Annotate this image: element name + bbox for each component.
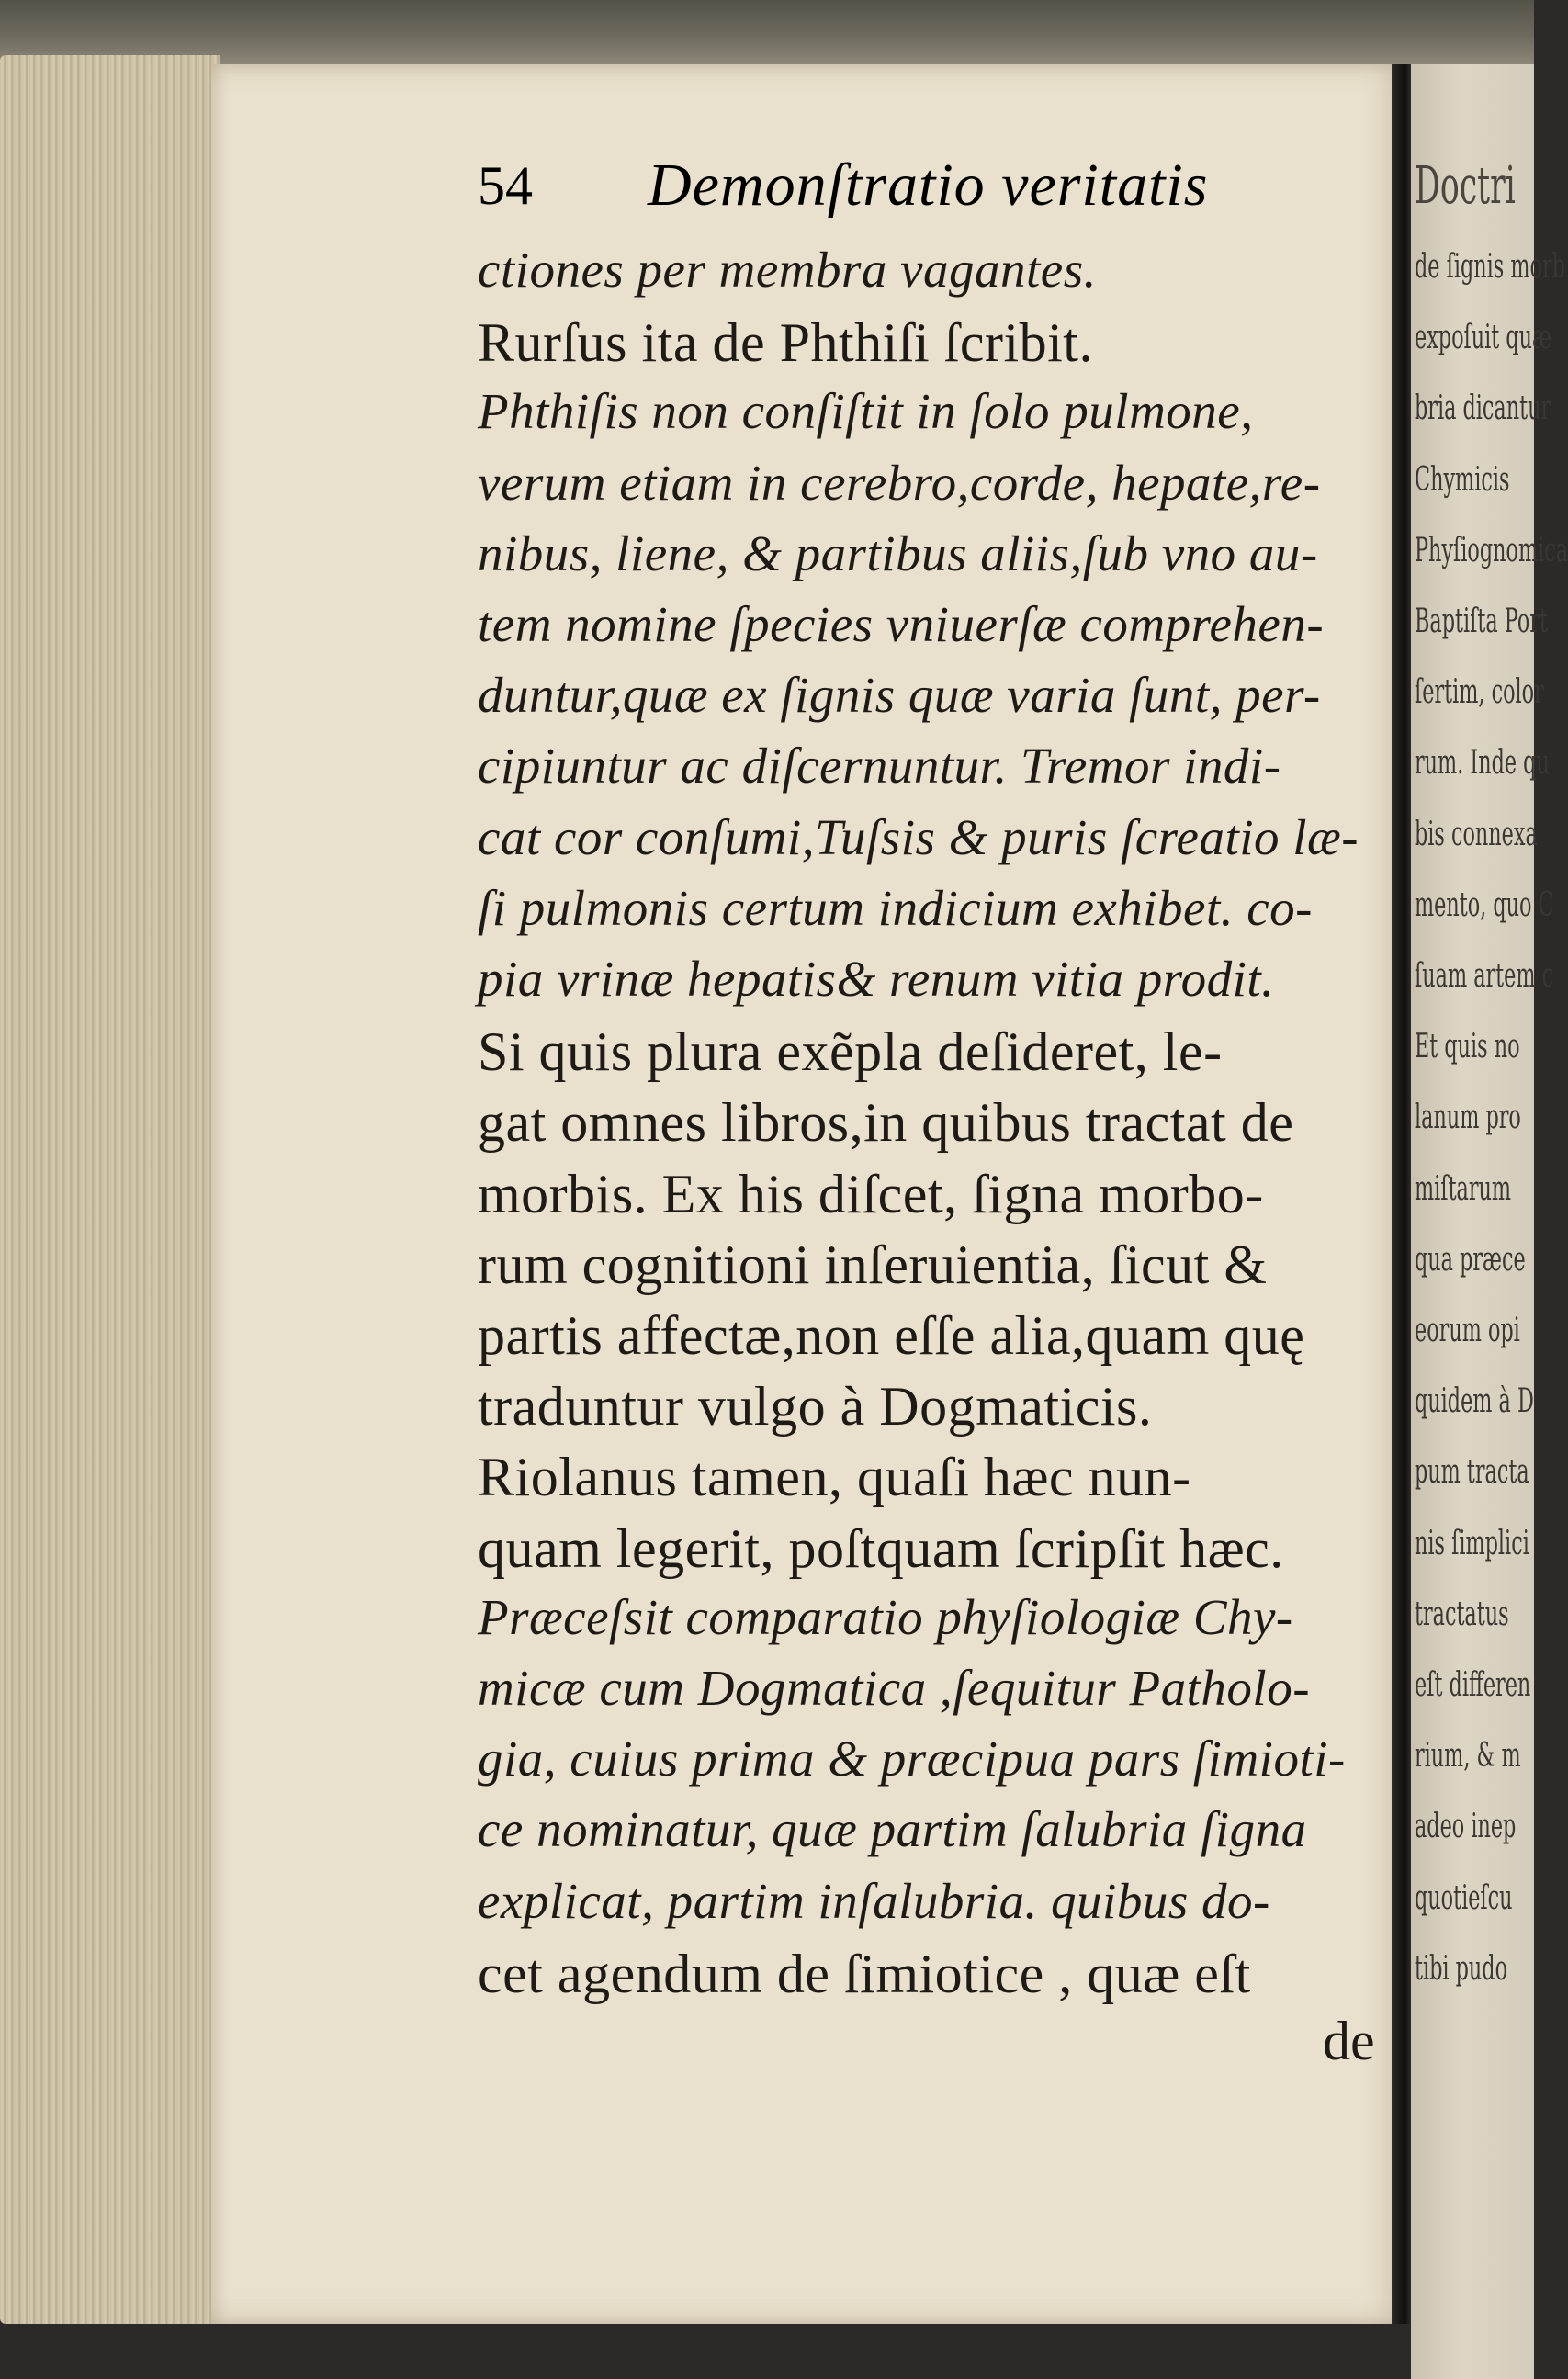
text-line: Rurſus ita de Phthiſi ſcribit.	[478, 312, 1093, 374]
text-line: tem nomine ſpecies vniuerſæ comprehen-	[478, 596, 1325, 652]
facing-page-line: nis ſimplici	[1415, 1524, 1529, 1562]
facing-page-line: Et quis no	[1415, 1028, 1520, 1066]
facing-page-line: Phyſiognomica	[1415, 531, 1568, 569]
facing-page-line: tractatus	[1415, 1595, 1509, 1633]
text-line: ctiones per membra vagantes.	[478, 242, 1097, 298]
text-line: duntur,quæ ex ſignis quæ varia ſunt, per-	[478, 667, 1321, 724]
facing-page-line: tibi pudo	[1415, 1949, 1508, 1988]
facing-page-line: rum. Inde qu	[1415, 744, 1550, 783]
facing-page-line: miſtarum	[1415, 1169, 1512, 1208]
facing-page-line: ſuam artem c	[1415, 957, 1554, 995]
text-line: pia vrinæ hepatis& renum vitia prodit.	[478, 951, 1275, 1007]
facing-page-line: pum tracta	[1415, 1453, 1529, 1492]
text-line: explicat, partim inſalubria. quibus do-	[478, 1872, 1270, 1929]
facing-page-line: Chymicis	[1415, 460, 1510, 499]
text-line: cet agendum de ſimiotice , quæ eſt	[478, 1943, 1251, 2004]
text-line: traduntur vulgo à Dogmaticis.	[478, 1376, 1153, 1438]
facing-page-line: rium, & m	[1415, 1737, 1521, 1776]
text-line: morbis. Ex his diſcet, ſigna morbo-	[478, 1163, 1264, 1224]
page-fore-edge	[0, 55, 220, 2324]
facing-page-head: Doctri	[1415, 156, 1516, 216]
facing-page-line: bis connexa	[1415, 815, 1538, 853]
text-line: gia, cuius prima & præcipua pars ſimioti-	[478, 1731, 1346, 1787]
text-line: rum cognitioni inſeruientia, ſicut &	[478, 1234, 1268, 1295]
facing-page-line: adeo inep	[1415, 1808, 1517, 1846]
facing-page-line: eſt differen	[1415, 1666, 1531, 1704]
text-line: ſi pulmonis certum indicium exhibet. co-	[478, 879, 1313, 936]
text-line: partis affectæ,non eſſe alia,quam quę	[478, 1305, 1305, 1366]
facing-page-line: quotieſcu	[1415, 1878, 1513, 1917]
facing-page-line: Baptiſta Port	[1415, 603, 1548, 640]
facing-page-line: bria dicantur	[1415, 389, 1551, 428]
catchword: de	[1323, 2011, 1375, 2071]
facing-page-line: eorum opi	[1415, 1312, 1520, 1349]
page-number: 54	[478, 155, 533, 216]
facing-page-line: expoſuit quæ	[1415, 319, 1552, 357]
text-line: Si quis plura exẽpla deſideret, le-	[478, 1021, 1223, 1083]
text-line: cat cor conſumi,Tuſsis & puris ſcreatio læ-	[478, 808, 1359, 865]
facing-page-line: mento, quo C	[1415, 885, 1554, 924]
text-line: verum etiam in cerebro,corde, hepate,re-	[478, 454, 1321, 511]
text-line: Phthiſis non conſiſtit in ſolo pulmone,	[478, 383, 1254, 440]
facing-page-line: lanum pro	[1415, 1099, 1521, 1137]
text-line: ce nominatur, quæ partim ſalubria ſigna	[478, 1801, 1307, 1858]
facing-page-line: ſertim, color	[1415, 673, 1544, 712]
text-line: Præceſsit comparatio phyſiologiæ Chy-	[478, 1588, 1293, 1645]
text-line: quam legerit, poſtquam ſcripſit hæc.	[478, 1517, 1284, 1579]
text-line: micæ cum Dogmatica ,ſequitur Patholo-	[478, 1660, 1311, 1716]
facing-page-line: quidem à D	[1415, 1382, 1534, 1421]
facing-page-line: de ſignis morb	[1415, 248, 1565, 286]
text-line: Riolanus tamen, quaſi hæc nun-	[478, 1447, 1191, 1508]
running-head	[478, 154, 1396, 228]
facing-page	[1411, 64, 1568, 2379]
facing-page-line: qua præce	[1415, 1240, 1526, 1279]
text-line: gat omnes libros,in quibus tractat de	[478, 1092, 1294, 1154]
text-line: cipiuntur ac diſcernuntur. Tremor indi-	[478, 738, 1281, 795]
running-head-title: Demonſtratio veritatis	[648, 152, 1209, 219]
book-cover-edge	[0, 0, 1534, 66]
text-line: nibus, liene, & partibus aliis,ſub vno au-	[478, 524, 1318, 581]
